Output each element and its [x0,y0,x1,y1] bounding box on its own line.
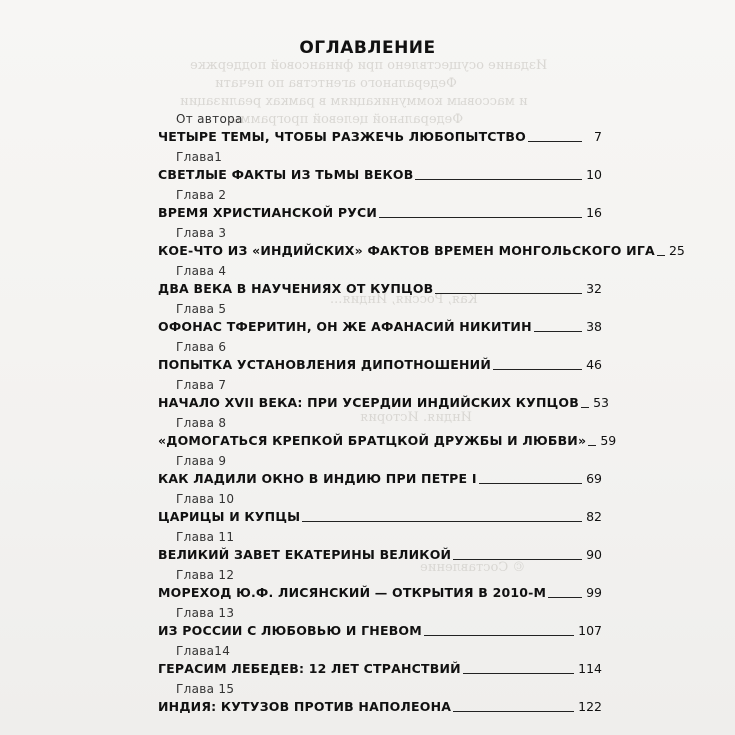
page-number: 69 [586,471,602,486]
chapter-label: Глава 9 [176,454,227,468]
leader-line [479,483,582,484]
chapter-label: Глава 6 [176,340,227,354]
chapter-label: Глава 12 [176,568,235,582]
toc-entry [158,682,602,720]
toc-entry [158,150,602,188]
toc-line [158,657,602,677]
toc-line [158,163,602,183]
toc-heading: ОГЛАВЛЕНИЕ [299,38,436,58]
chapter-label: Глава 7 [176,378,227,392]
page-number: 7 [594,129,602,144]
toc-line [158,429,617,449]
leader-line [588,445,596,446]
leader-line [548,597,582,598]
toc-line [158,695,602,715]
chapter-title: ДВА ВЕКА В НАУЧЕНИЯХ ОТ КУПЦОВ [158,281,434,296]
chapter-title: КОЕ-ЧТО ИЗ «ИНДИЙСКИХ» ФАКТОВ ВРЕМЕН МОНГОЛЬСКОГО ИГА [158,243,655,258]
leader-line [534,331,582,332]
toc-line [158,277,602,297]
chapter-label: Глава 10 [176,492,235,506]
page-number: 114 [578,661,602,676]
leader-line [415,179,582,180]
toc-line [158,201,602,221]
toc-line [158,239,685,259]
chapter-title: ВРЕМЯ ХРИСТИАНСКОЙ РУСИ [158,205,378,220]
toc-line [158,619,602,639]
chapter-title: МОРЕХОД Ю.Ф. ЛИСЯНСКИЙ — ОТКРЫТИЯ В 2010-М [158,585,547,600]
leader-line [657,255,665,256]
page-number: 90 [586,547,602,562]
page-number: 10 [586,167,602,182]
toc-line [158,581,602,601]
toc-entry [158,264,602,302]
chapter-title: КАК ЛАДИЛИ ОКНО В ИНДИЮ ПРИ ПЕТРЕ I [158,471,477,486]
leader-line [379,217,582,218]
toc-entry [158,302,602,340]
toc-line [158,315,602,335]
toc-line [158,353,602,373]
page-number: 46 [586,357,602,372]
chapter-title: ОФОНАС ТФЕРИТИН, ОН ЖЕ АФАНАСИЙ НИКИТИН [158,319,532,334]
toc-entry [158,492,602,530]
toc-entry [158,568,602,606]
chapter-label: Глава 8 [176,416,227,430]
chapter-label: Глава 11 [176,530,235,544]
chapter-title: ИНДИЯ: КУТУЗОВ ПРОТИВ НАПОЛЕОНА [158,699,452,714]
chapter-title: ЦАРИЦЫ И КУПЦЫ [158,509,301,524]
bleed-through-text: Издание осуществлено при финансовой поддержке Федерального агентства по печати и массовым коммуникациям в рамках реализации Федеральной целевой программы Кая, Россия, Индия... Индия. История © Составление [180,58,548,575]
page-number: 25 [668,243,685,258]
toc-line [158,543,602,563]
chapter-title: НАЧАЛО XVII ВЕКА: ПРИ УСЕРДИИ ИНДИЙСКИХ КУПЦОВ [158,395,579,410]
toc-entry [158,112,602,150]
toc-entry [158,340,602,378]
chapter-label: От автора [176,112,243,126]
leader-line [453,711,574,712]
page-number: 99 [586,585,602,600]
page-number: 107 [578,623,602,638]
chapter-title: ГЕРАСИМ ЛЕБЕДЕВ: 12 ЛЕТ СТРАНСТВИЙ [158,661,461,676]
leader-line [435,293,582,294]
toc-entry [158,606,602,644]
page-number: 32 [586,281,602,296]
chapter-label: Глава 5 [176,302,227,316]
page-number: 38 [586,319,602,334]
toc-entry [158,188,602,226]
chapter-label: Глава 2 [176,188,227,202]
chapter-label: Глава 13 [176,606,235,620]
chapter-title: ЧЕТЫРЕ ТЕМЫ, ЧТОБЫ РАЗЖЕЧЬ ЛЮБОПЫТСТВО [158,129,526,144]
toc-entry [158,644,602,682]
chapter-label: Глава 3 [176,226,227,240]
toc-line [158,467,602,487]
toc-entry [158,226,685,264]
leader-line [528,141,582,142]
chapter-title: ПОПЫТКА УСТАНОВЛЕНИЯ ДИПОТНОШЕНИЙ [158,357,491,372]
toc-entry [158,454,602,492]
chapter-title: СВЕТЛЫЕ ФАКТЫ ИЗ ТЬМЫ ВЕКОВ [158,167,414,182]
chapter-title: ВЕЛИКИЙ ЗАВЕТ ЕКАТЕРИНЫ ВЕЛИКОЙ [158,547,452,562]
page-number: 122 [578,699,602,714]
leader-line [493,369,582,370]
page-number: 53 [593,395,609,410]
chapter-label: Глава 15 [176,682,235,696]
toc-entry [158,530,602,568]
chapter-title: «ДОМОГАТЬСЯ КРЕПКОЙ БРАТЦКОЙ ДРУЖБЫ И ЛЮБВИ» [158,433,587,448]
page-number: 16 [586,205,602,220]
chapter-label: Глава14 [176,644,231,658]
leader-line [302,521,582,522]
chapter-label: Глава1 [176,150,223,164]
leader-line [581,407,589,408]
page-number: 59 [600,433,617,448]
leader-line [453,559,582,560]
toc-line [158,125,602,145]
table-of-contents [158,112,685,720]
chapter-label: Глава 4 [176,264,227,278]
toc-line [158,391,609,411]
page-number: 82 [586,509,602,524]
toc-entry [158,378,609,416]
toc-entry [158,416,617,454]
leader-line [463,673,574,674]
toc-line [158,505,602,525]
leader-line [424,635,574,636]
chapter-title: ИЗ РОССИИ С ЛЮБОВЬЮ И ГНЕВОМ [158,623,422,638]
